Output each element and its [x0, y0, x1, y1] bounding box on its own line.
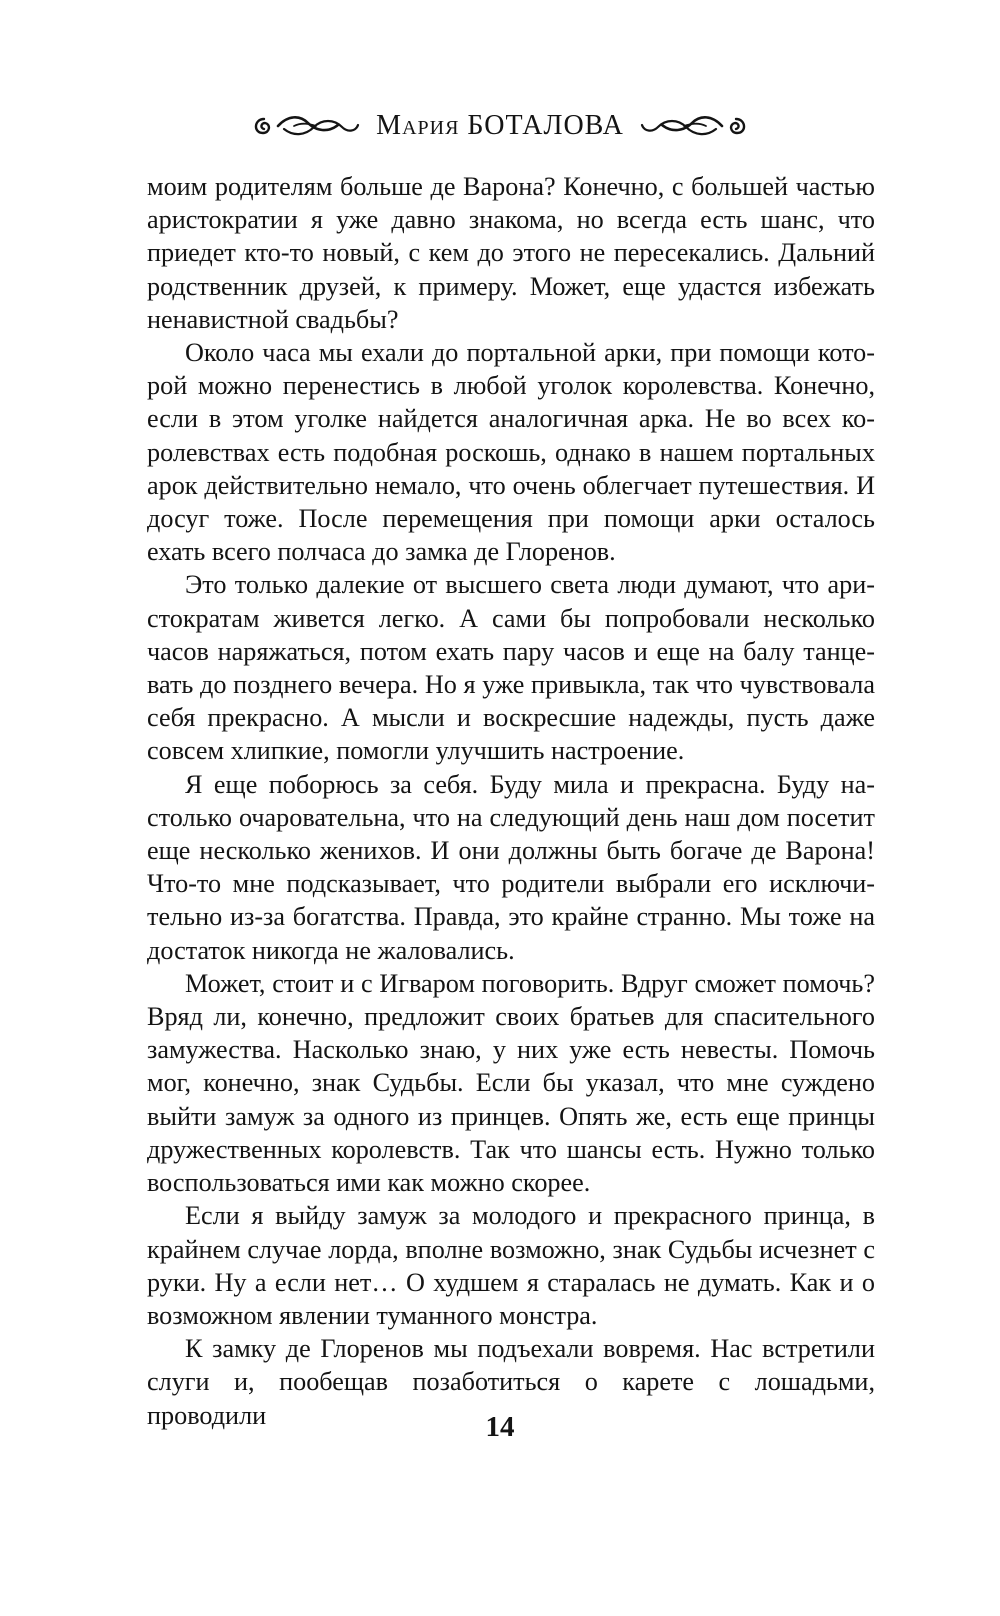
running-header	[0, 106, 1000, 146]
paragraph: Около часа мы ехали до портальной арки, при помощи которой можно перенестись в любой уголок королевства. Конечно, если в этом уголке найдется аналогичная арка. Не во всех королевствах есть подобная роскошь, однако в нашем портальных арок действительно немало, что очень облегчает путешествия. И досуг тоже. После перемещения при помощи арки осталось ехать всего полчаса до замка де Глоренов.	[147, 338, 875, 567]
page-body-text	[147, 170, 875, 1432]
paragraph: Если я выйду замуж за молодого и прекрасного принца, в крайнем случае лорда, вполне возможно, знак Судьбы исчезнет с руки. Ну а если нет… О худшем я старалась не думать. Как и о возможном явлении туманного монстра.	[147, 1201, 875, 1330]
paragraph: Это только далекие от высшего света люди думают, что аристократам живется легко. А сами бы попробовали несколько часов наряжаться, потом ехать пару часов и еще на балу танцевать до позднего вечера. Но я уже привыкла, так что чувствовала себя прекрасно. А мысли и воскресшие надежды, пусть даже совсем хлипкие, помогли улучшить настроение.	[147, 570, 875, 766]
paragraph: Я еще поборюсь за себя. Буду мила и прекрасна. Буду настолько очаровательна, что на следующий день наш дом посетит еще несколько женихов. И они должны быть богаче де Варона! Что-то мне подсказывает, что родители выбрали его исключительно из-за богатства. Правда, это крайне странно. Мы тоже на достаток никогда не жаловались.	[147, 769, 875, 965]
flourish-ornament-icon	[250, 111, 362, 141]
running-header-author: Мария БОТАЛОВА	[376, 110, 624, 141]
flourish-ornament-icon	[638, 111, 750, 141]
paragraph: К замку де Глоренов мы подъехали вовремя. Нас встретили слуги и, пообещав позаботиться о карете с лошадьми, проводили	[147, 1334, 875, 1430]
paragraph: моим родителям больше де Варона? Конечно, с большей частью аристократии я уже давно знакома, но всегда есть шанс, что приедет кто-то новый, с кем до этого не пересекались. Дальний родственник друзей, к примеру. Может, еще удастся избежать ненавистной свадьбы?	[147, 172, 875, 334]
paragraph: Может, стоит и с Игваром поговорить. Вдруг сможет помочь? Вряд ли, конечно, предложит своих братьев для спасительного замужества. Насколько знаю, у них уже есть невесты. Помочь мог, конечно, знак Судьбы. Если бы указал, что мне суждено выйти замуж за одного из принцев. Опять же, есть еще принцы дружественных королевств. Так что шансы есть. Нужно только воспользоваться ими как можно скорее.	[147, 968, 875, 1198]
page-number: 14	[485, 1411, 515, 1443]
